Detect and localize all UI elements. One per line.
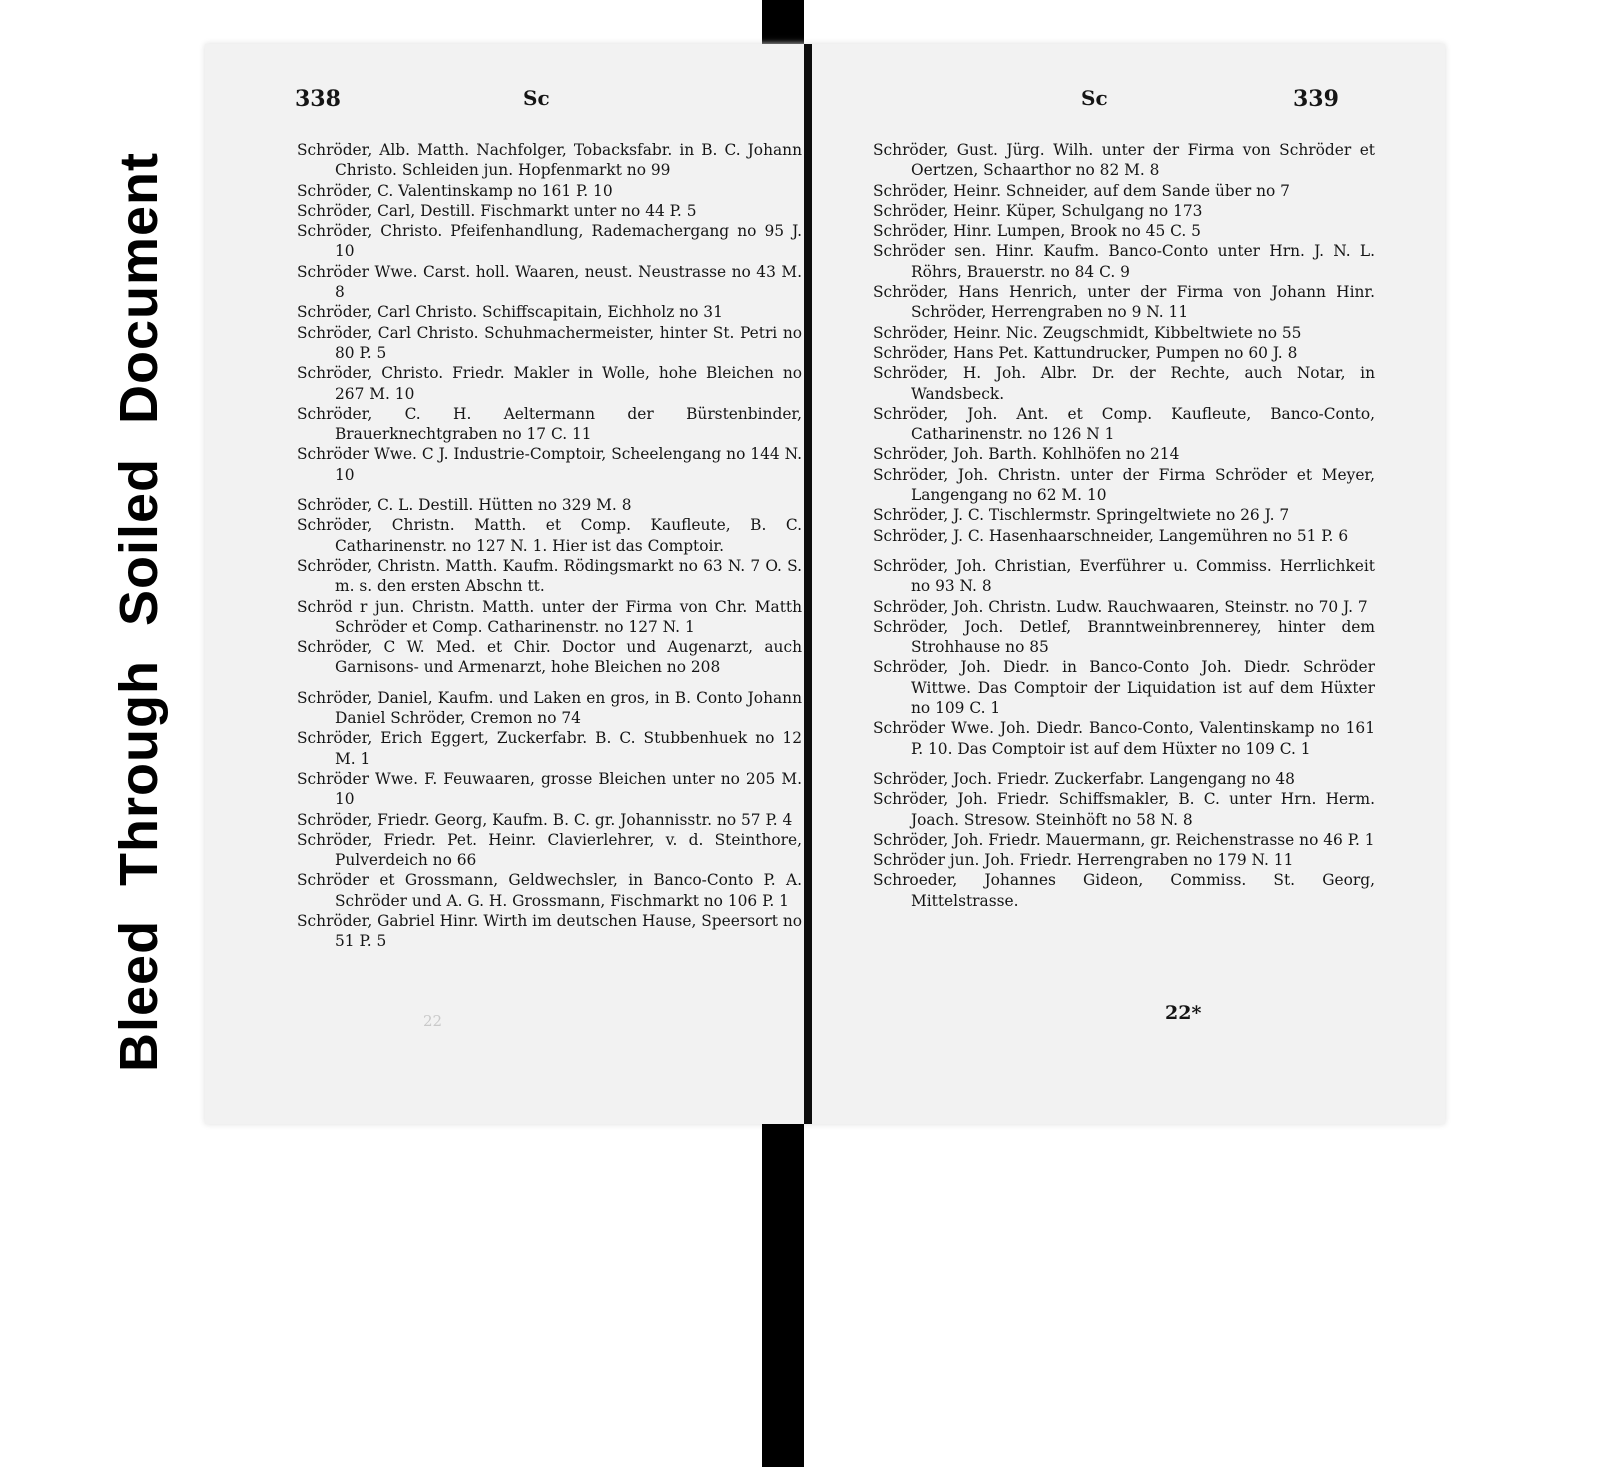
directory-entry: Schröder, Hinr. Lumpen, Brook no 45 C. 5: [873, 222, 1201, 241]
directory-entry: Schröder, J. C. Hasenhaarschneider, Langemühren no 51 P. 6: [873, 526, 1349, 545]
directory-entry: Schröder, Joh. Christn. unter der Firma Schröder et Meyer, Langengang no 62 M. 10: [873, 465, 1375, 505]
left-page-header: [205, 86, 810, 120]
entry-list: [297, 140, 802, 952]
spine-bar-bottom: [762, 1124, 804, 1467]
directory-entry: Schröder, Joh. Ant. et Comp. Kaufleute, Banco-Conto, Catharinenstr. no 126 N 1: [873, 404, 1375, 444]
right-page-header: [825, 86, 1445, 120]
directory-entry: Schröder, Joh. Barth. Kohlhöfen no 214: [873, 445, 1180, 464]
directory-entry: Schröder jun. Joh. Friedr. Herrengraben no 179 N. 11: [873, 851, 1294, 870]
running-head: Sc: [523, 86, 550, 110]
directory-entry: Schröder, Joch. Friedr. Zuckerfabr. Langengang no 48: [873, 769, 1295, 788]
directory-entry: Schröder, Christn. Matth. et Comp. Kaufleute, B. C. Catharinenstr. no 127 N. 1. Hier ist das Comptoir.: [297, 516, 802, 555]
directory-entry: Schröder, Heinr. Nic. Zeugschmidt, Kibbeltwiete no 55: [873, 323, 1302, 342]
entry-list: [873, 140, 1375, 911]
directory-entry: Schröder, C. Valentinskamp no 161 P. 10: [297, 181, 613, 200]
directory-entry: Schröder, Heinr. Küper, Schulgang no 173: [873, 201, 1203, 220]
directory-entry: Schröder, Christo. Pfeifenhandlung, Rademachergang no 95 J. 10: [297, 222, 802, 261]
directory-entry: Schröder, Joh. Diedr. in Banco-Conto Joh. Diedr. Schröder Wittwe. Das Comptoir der Liquidation ist auf dem Hüxter no 109 C. 1: [873, 658, 1375, 718]
directory-entry: Schröder, Joh. Friedr. Schiffsmakler, B. C. unter Hrn. Herm. Joach. Stresow. Steinhöft no 58 N. 8: [873, 790, 1375, 829]
directory-entry: Schröder, C W. Med. et Chir. Doctor und Augenarzt, auch Garnisons- und Armenarzt, hohe Bleichen no 208: [297, 638, 802, 677]
directory-entry: Schroeder, Johannes Gideon, Commiss. St. Georg, Mittelstrasse.: [873, 871, 1375, 910]
running-head: Sc: [1081, 86, 1108, 110]
directory-entry: Schröder, Hans Henrich, unter der Firma von Johann Hinr. Schröder, Herrengraben no 9 N. 11: [873, 283, 1375, 322]
directory-entry: Schröder, C. H. Aeltermann der Bürstenbinder, Brauerknechtgraben no 17 C. 11: [297, 404, 802, 444]
directory-entry: Schröder, Alb. Matth. Nachfolger, Tobacksfabr. in B. C. Johann Christo. Schleiden jun. Hopfenmarkt no 99: [297, 141, 802, 180]
directory-entry: Schröder Wwe. F. Feuwaaren, grosse Bleichen unter no 205 M. 10: [297, 769, 802, 809]
spine-line: [804, 44, 812, 1124]
directory-entry: Schröder, Erich Eggert, Zuckerfabr. B. C. Stubbenhuek no 12 M. 1: [297, 729, 802, 768]
directory-entry: Schröder, Joh. Friedr. Mauermann, gr. Reichenstrasse no 46 P. 1: [873, 830, 1375, 849]
directory-entry: Schröder, Joh. Christian, Everführer u. Commiss. Herrlichkeit no 93 N. 8: [873, 556, 1375, 596]
directory-entry: Schröder, Joh. Christn. Ludw. Rauchwaaren, Steinstr. no 70 J. 7: [873, 597, 1368, 616]
directory-entry: Schröder Wwe. C J. Industrie-Comptoir, Scheelengang no 144 N. 10: [297, 445, 802, 484]
directory-entry: Schröder sen. Hinr. Kaufm. Banco-Conto unter Hrn. J. N. L. Röhrs, Brauerstr. no 84 C. 9: [873, 242, 1375, 281]
directory-entry: Schröder, Carl, Destill. Fischmarkt unter no 44 P. 5: [297, 201, 697, 220]
directory-entry: Schröder, J. C. Tischlermstr. Springeltwiete no 26 J. 7: [873, 506, 1290, 525]
directory-entry: Schröder, Friedr. Pet. Heinr. Clavierlehrer, v. d. Steinthore, Pulverdeich no 66: [297, 830, 802, 870]
right-page: [825, 44, 1445, 1114]
directory-entry: Schröder, Friedr. Georg, Kaufm. B. C. gr. Johannisstr. no 57 P. 4: [297, 810, 793, 829]
page-number: 339: [1293, 86, 1339, 112]
directory-entry: Schröder, Joch. Detlef, Branntweinbrennerey, hinter dem Strohhause no 85: [873, 617, 1375, 657]
directory-entry: Schröder Wwe. Joh. Diedr. Banco-Conto, Valentinskamp no 161 P. 10. Das Comptoir ist auf dem Hüxter no 109 C. 1: [873, 719, 1375, 758]
directory-entry: Schröder, Hans Pet. Kattundrucker, Pumpen no 60 J. 8: [873, 343, 1298, 362]
directory-entry: Schröder, Carl Christo. Schiffscapitain, Eichholz no 31: [297, 303, 723, 322]
spine-bar-top: [762, 0, 804, 44]
directory-entry: Schröder, Daniel, Kaufm. und Laken en gros, in B. Conto Johann Daniel Schröder, Cremon no 74: [297, 688, 802, 728]
directory-entry: Schröd r jun. Christn. Matth. unter der Firma von Chr. Matth Schröder et Comp. Catharinenstr. no 127 N. 1: [297, 597, 802, 636]
directory-entry: Schröder, Christn. Matth. Kaufm. Rödingsmarkt no 63 N. 7 O. S. m. s. den ersten Abschn tt.: [297, 556, 802, 596]
book-spread: [205, 44, 1445, 1124]
page-number: 338: [295, 86, 341, 112]
directory-entry: Schröder, Heinr. Schneider, auf dem Sande über no 7: [873, 181, 1290, 200]
bleed-through-mark: 22: [423, 1012, 443, 1030]
directory-entry: Schröder, Christo. Friedr. Makler in Wolle, hohe Bleichen no 267 M. 10: [297, 364, 802, 403]
directory-entry: Schröder, Gust. Jürg. Wilh. unter der Firma von Schröder et Oertzen, Schaarthor no 82 M. 8: [873, 141, 1375, 180]
directory-entry: Schröder et Grossmann, Geldwechsler, in Banco-Conto P. A. Schröder und A. G. H. Grossmann, Fischmarkt no 106 P. 1: [297, 871, 802, 910]
directory-entry: Schröder, Gabriel Hinr. Wirth im deutschen Hause, Speersort no 51 P. 5: [297, 911, 803, 951]
directory-entry: Schröder, C. L. Destill. Hütten no 329 M. 8: [297, 496, 632, 515]
directory-entry: Schröder Wwe. Carst. holl. Waaren, neust. Neustrasse no 43 M. 8: [297, 262, 802, 302]
directory-entry: Schröder, Carl Christo. Schuhmachermeister, hinter St. Petri no 80 P. 5: [297, 323, 802, 362]
left-page: [205, 44, 810, 1114]
signature-mark: 22*: [1165, 1002, 1202, 1024]
stamp-label: Bleed Through Soiled Document: [109, 151, 169, 1072]
directory-entry: Schröder, H. Joh. Albr. Dr. der Rechte, auch Notar, in Wandsbeck.: [873, 364, 1375, 403]
